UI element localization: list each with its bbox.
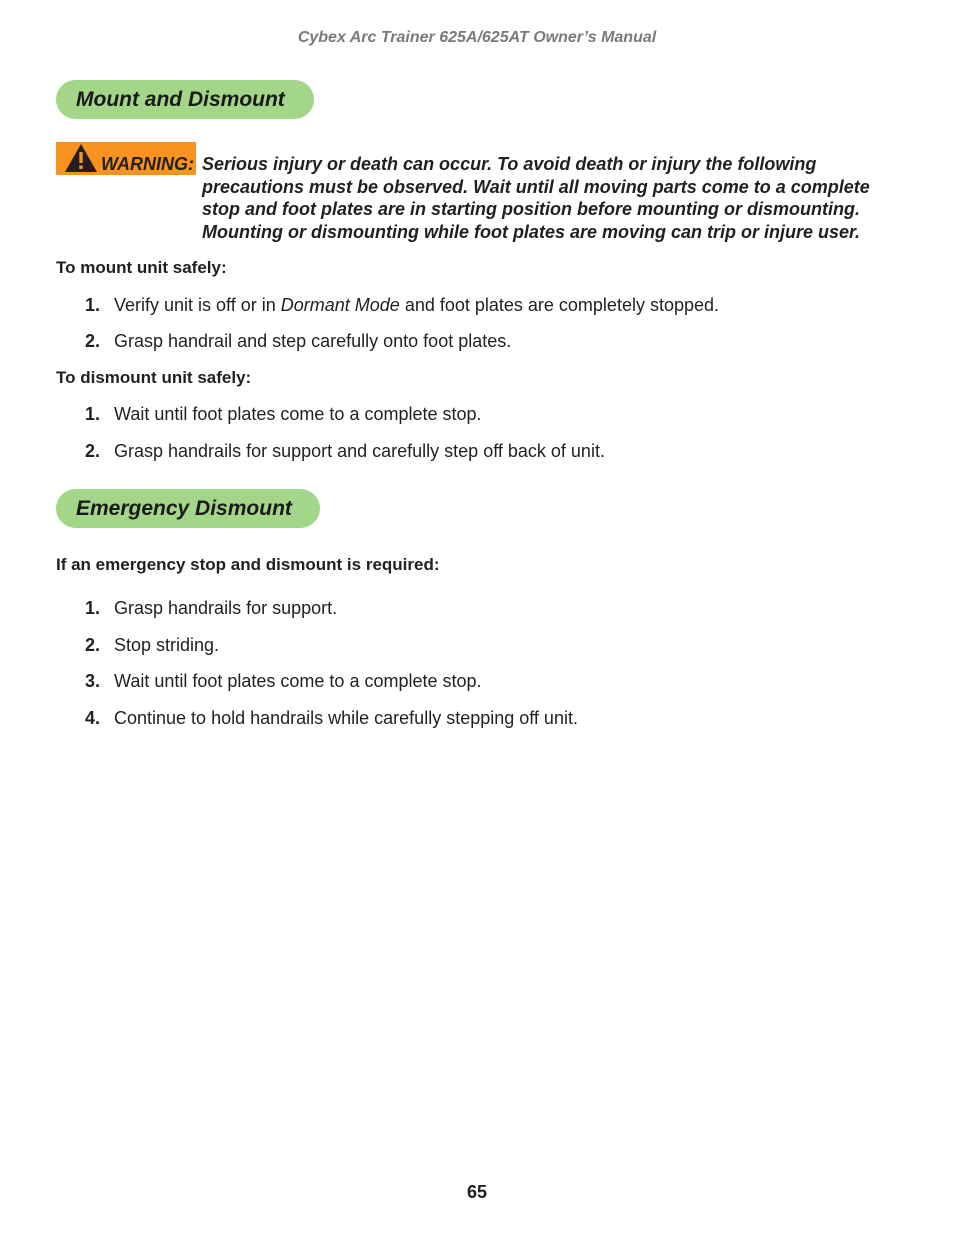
warning-label: WARNING: [101, 154, 194, 174]
list-number: 2. [85, 441, 101, 461]
list-item [85, 671, 482, 692]
list-item [85, 404, 482, 425]
section-title-mount-and-dismount: Mount and Dismount [56, 80, 314, 119]
list-text: and foot plates are completely stopped. [399, 295, 720, 315]
warning-text: Serious injury or death can occur. To avoid death or injury the following precautions must be observed. Wait until all moving parts come to a complete stop and foot plates are in starting position before mounting or dismounting. Mounting or dismounting while foot plates are moving can trip or injure user. [202, 154, 870, 242]
list-item [85, 598, 337, 619]
list-item [85, 441, 605, 462]
page-number: 65 [466, 1182, 488, 1202]
list-item [85, 331, 511, 352]
list-item [85, 708, 578, 729]
list-text: Stop striding. [114, 635, 220, 655]
list-item [85, 635, 219, 656]
dismount-safely-heading: To dismount unit safely: [56, 368, 252, 387]
list-text: Verify unit is off or in [114, 295, 281, 315]
list-text: Grasp handrails for support and carefully step off back of unit. [114, 441, 605, 461]
page-header-title: Cybex Arc Trainer 625A/625AT Owner’s Manual [297, 29, 657, 46]
warning-triangle-icon [64, 143, 98, 173]
emergency-stop-heading: If an emergency stop and dismount is required: [56, 555, 440, 574]
dormant-mode-term: Dormant Mode [280, 295, 400, 315]
list-text: Grasp handrails for support. [114, 598, 338, 618]
list-text: Grasp handrail and step carefully onto foot plates. [114, 331, 512, 351]
list-number: 1. [85, 404, 101, 424]
section-title-emergency-dismount: Emergency Dismount [56, 489, 320, 528]
list-item [85, 295, 719, 316]
list-number: 2. [85, 331, 101, 351]
list-text: Continue to hold handrails while carefully stepping off unit. [114, 708, 578, 728]
list-number: 1. [85, 295, 101, 315]
list-number: 2. [85, 635, 101, 655]
list-text: Wait until foot plates come to a complete stop. [114, 671, 482, 691]
list-number: 4. [85, 708, 101, 728]
list-number: 1. [85, 598, 101, 618]
mount-safely-heading: To mount unit safely: [56, 258, 227, 277]
list-number: 3. [85, 671, 101, 691]
list-text: Wait until foot plates come to a complete stop. [114, 404, 482, 424]
